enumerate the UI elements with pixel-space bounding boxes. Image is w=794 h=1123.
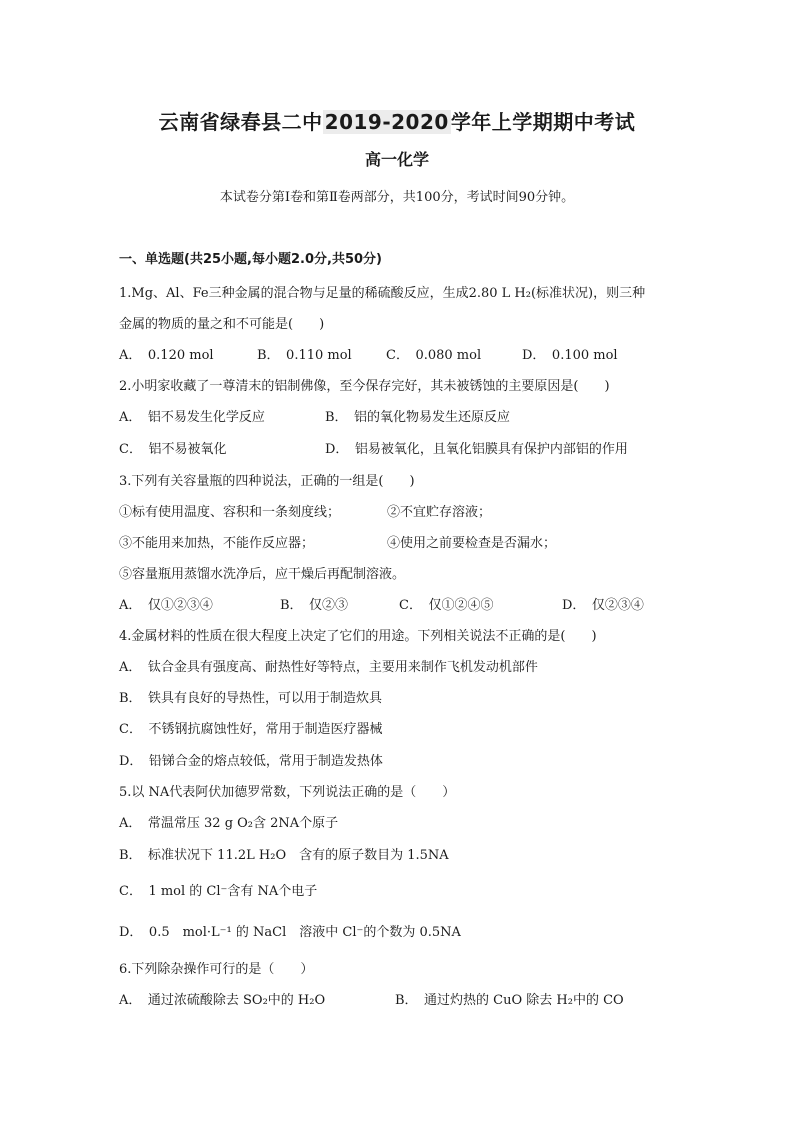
q1-stem-line1: 1.Mg、Al、Fe三种金属的混合物与足量的稀硫酸反应，生成2.80 L H₂(标准状况)，则三种 (119, 286, 646, 301)
q3-statement-3: ③不能用来加热，不能作反应器； (119, 536, 315, 551)
q5-option-d: D． 0.5 mol·L⁻¹ 的 NaCl 溶液中 Cl⁻的个数为 0.5NA (119, 925, 461, 940)
q2-option-d: D． 铝易被氧化，且氧化铝膜具有保护内部铝的作用 (325, 442, 628, 457)
q3-option-a: A． 仅①②③④ (119, 598, 213, 613)
q3-statement-1: ①标有使用温度、容积和一条刻度线； (119, 505, 341, 520)
q4-option-c: C． 不锈钢抗腐蚀性好，常用于制造医疗器械 (119, 722, 383, 737)
q1-option-a: A． 0.120 mol (119, 348, 214, 363)
q3-option-d: D． 仅②③④ (562, 598, 644, 613)
q1-stem-line2: 金属的物质的量之和不可能是( ) (119, 317, 325, 332)
q6-option-b: B． 通过灼热的 CuO 除去 H₂中的 CO (395, 993, 624, 1008)
q5-stem: 5.以 NA代表阿伏加德罗常数，下列说法正确的是（ ） (119, 785, 456, 800)
exam-title (0, 106, 794, 135)
q1-option-c: C． 0.080 mol (386, 348, 482, 363)
q3-option-b: B． 仅②③ (280, 598, 349, 613)
q5-option-a: A． 常温常压 32 g O₂含 2NA个原子 (119, 816, 339, 831)
q3-stem: 3.下列有关容量瓶的四种说法，正确的一组是( ) (119, 474, 415, 489)
q4-stem: 4.金属材料的性质在很大程度上决定了它们的用途。下列相关说法不正确的是( ) (119, 629, 597, 644)
exam-note: 本试卷分第Ⅰ卷和第Ⅱ卷两部分，共100分，考试时间90分钟。 (219, 190, 575, 205)
q4-option-a: A． 钛合金具有强度高、耐热性好等特点，主要用来制作飞机发动机部件 (119, 660, 538, 675)
q4-option-b: B． 铁具有良好的导热性，可以用于制造炊具 (119, 691, 383, 706)
q2-option-c: C． 铝不易被氧化 (119, 442, 227, 457)
q2-stem: 2.小明家收藏了一尊清末的铝制佛像，至今保存完好，其未被锈蚀的主要原因是( ) (119, 379, 610, 394)
q6-stem: 6.下列除杂操作可行的是（ ） (119, 962, 314, 977)
q3-statement-4: ④使用之前要检查是否漏水； (387, 536, 557, 551)
q2-option-a: A． 铝不易发生化学反应 (119, 410, 265, 425)
title-school: 云南省绿春县二中 (158, 110, 323, 134)
q4-option-d: D． 铅锑合金的熔点较低，常用于制造发热体 (119, 754, 383, 769)
q1-option-b: B． 0.110 mol (257, 348, 352, 363)
title-year: 2019-2020 (324, 110, 449, 134)
title-term: 学年上学期期中考试 (450, 110, 636, 134)
q5-option-c: C． 1 mol 的 Cl⁻含有 NA个电子 (119, 884, 318, 899)
q6-option-a: A． 通过浓硫酸除去 SO₂中的 H₂O (119, 993, 326, 1008)
q1-option-d: D． 0.100 mol (522, 348, 618, 363)
q5-option-b: B． 标准状况下 11.2L H₂O 含有的原子数目为 1.5NA (119, 848, 449, 863)
q3-statement-2: ②不宜贮存溶液； (387, 505, 492, 520)
q3-option-c: C． 仅①②④⑤ (399, 598, 494, 613)
section-heading: 一、单选题(共25小题,每小题2.0分,共50分) (119, 252, 382, 267)
exam-subject: 高一化学 (364, 150, 429, 169)
q3-statement-5: ⑤容量瓶用蒸馏水洗净后，应干燥后再配制溶液。 (119, 567, 406, 582)
q2-option-b: B． 铝的氧化物易发生还原反应 (325, 410, 511, 425)
